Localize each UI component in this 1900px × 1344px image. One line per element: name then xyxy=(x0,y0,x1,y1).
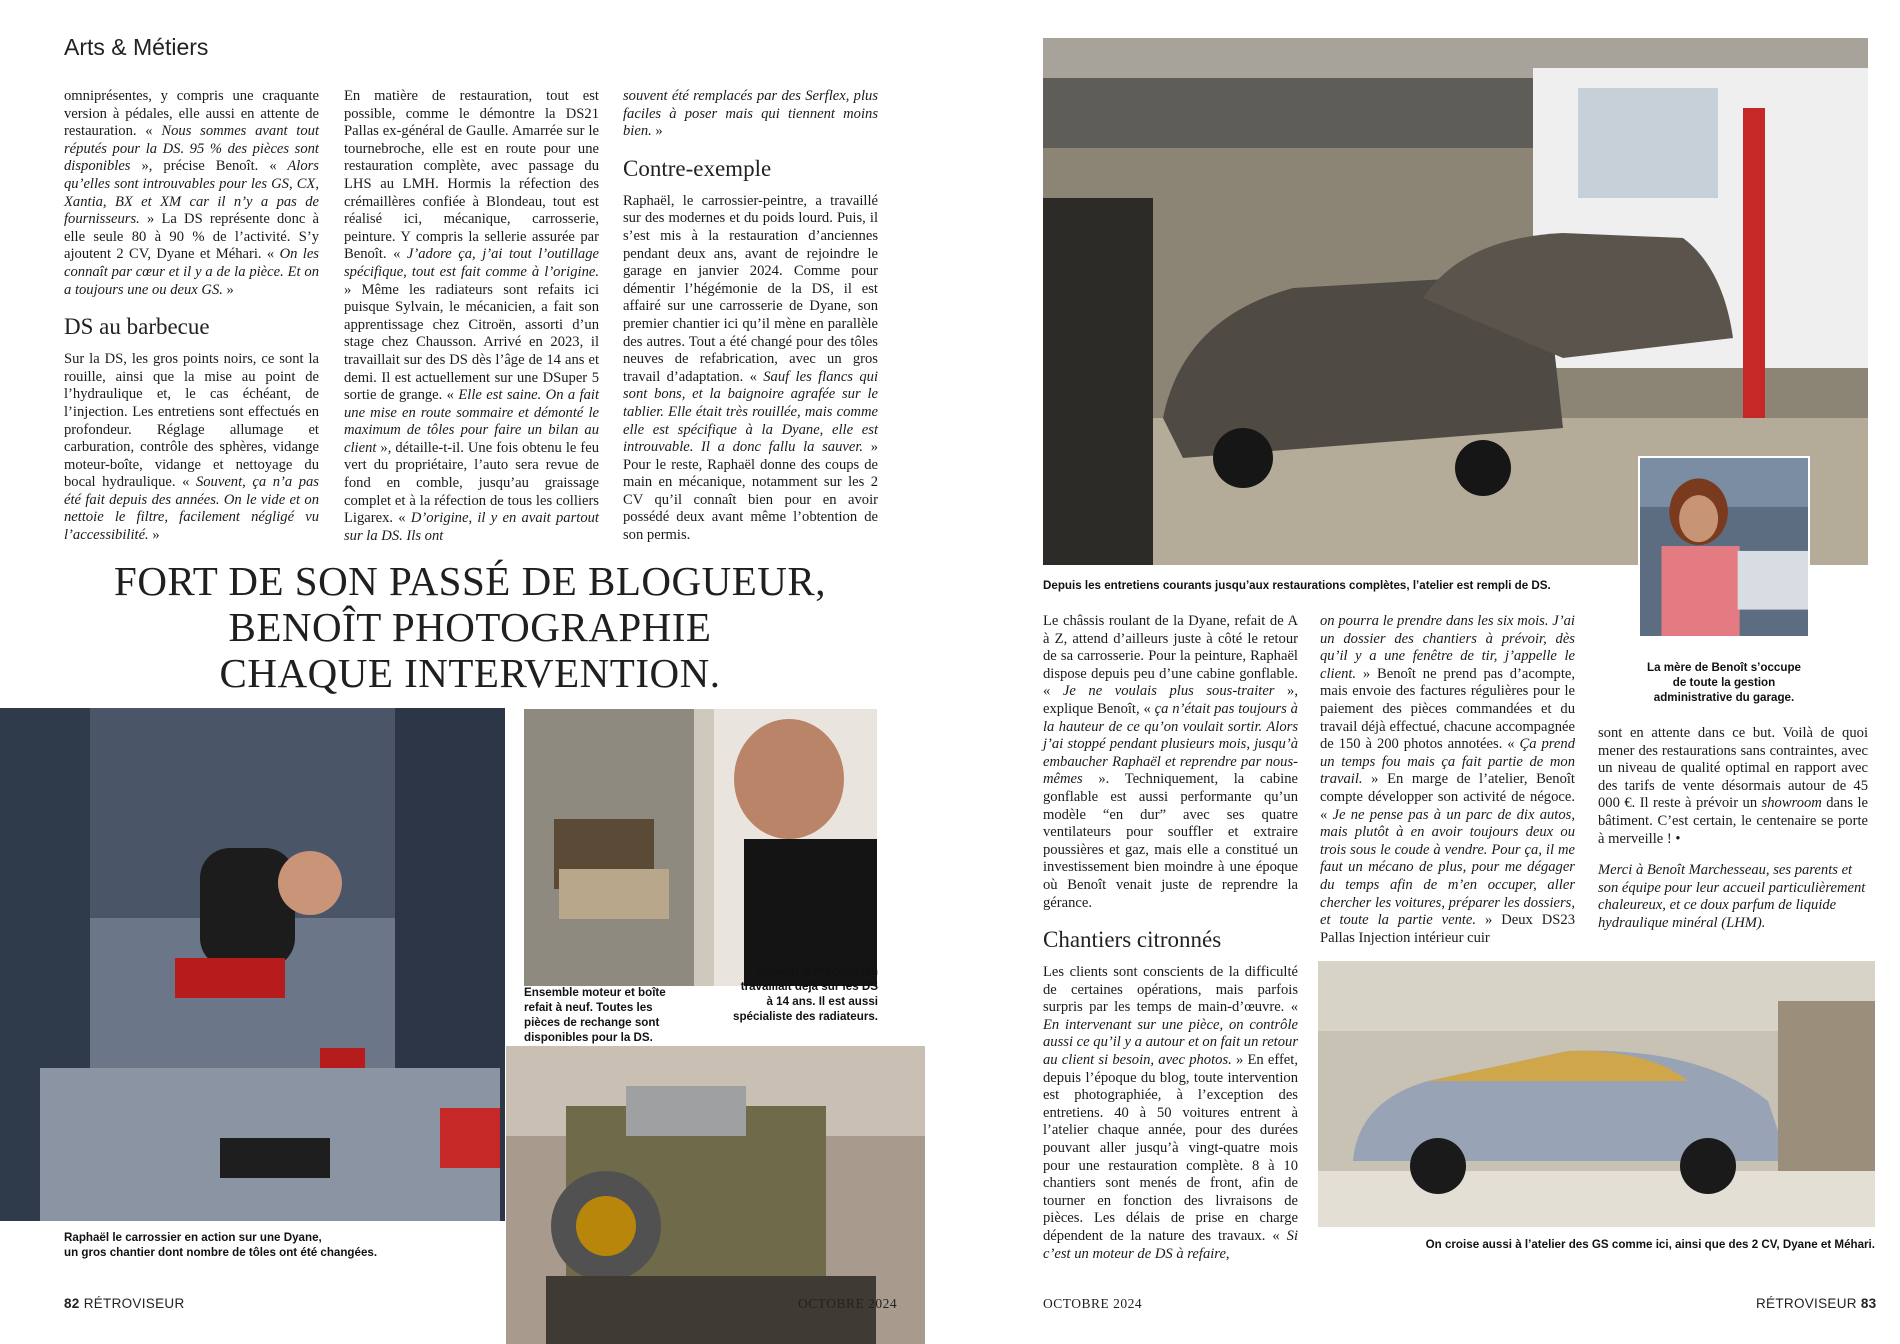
photo-gs xyxy=(1318,961,1875,1227)
folio-month-left: OCTOBRE 2024 xyxy=(798,1296,898,1311)
caption-line: de toute la gestion xyxy=(1672,676,1776,689)
caption-line: pièces de rechange sont xyxy=(524,1016,660,1029)
photo-sylvain-mecanicien xyxy=(524,709,877,986)
paragraph: Les clients sont conscients de la difficulté de certaines opérations, mais parfois surpris par les temps de main-d’œuvre. « En intervenant sur une pièce, on contrôle aussi ce qu’il y a autour et on fait un retour au client si besoin, avec photos. » En effet, depuis l’époque du blog, toute intervention est photographiée, à l’exception des entretiens. 40 à 50 voitures entrent à l’atelier chaque année, pour des durées pouvant aller jusqu’à vingt-quatre mois pour une restauration complète. 8 à 10 chantiers sont menés de front, afin de tourner en fonction des livraisons de pièces. Les délais de prise en charge dépendent de la nature des travaux. « Si c’est un moteur de DS à refaire, xyxy=(1043,964,1299,1262)
magazine-name: RÉTROVISEUR xyxy=(83,1296,185,1311)
left-column-1 xyxy=(64,88,319,545)
caption-carrossier xyxy=(64,1230,484,1260)
page-number: 83 xyxy=(1860,1296,1877,1311)
paragraph: souvent été remplacés par des Serflex, plus faciles à poser mais qui tiennent moins bien. » xyxy=(623,88,878,140)
magazine-name: RÉTROVISEUR xyxy=(1756,1296,1857,1311)
paragraph: sont en attente dans ce but. Voilà de quoi mener des restaurations sans contraintes, avec un niveau de qualité optimal en rapport avec des tarifs de vente désormais autour de 45 000 €. Il reste à prévoir un showroom dans le bâtiment. C’est certain, le centenaire se porte à merveille ! • xyxy=(1598,725,1868,847)
acknowledgement: Merci à Benoît Marchesseau, ses parents et son équipe pour leur accueil particulièrement chaleureux, et ce doux parfum de liquide hydraulique minéral (LHM). xyxy=(1598,862,1866,931)
right-page xyxy=(1030,0,1900,1344)
caption-line: La mère de Benoît s’occupe xyxy=(1647,661,1801,674)
paragraph: omniprésentes, y compris une craquante version à pédales, elle aussi en attente de restauration. « Nous sommes avant tout réputés pour la DS. 95 % des pièces sont disponibles », précise Benoît. « Alors qu’elles sont introuvables pour les GS, CX, Xantia, BX et XM car il n’y a pas de fournisseurs. » La DS représente donc à elle seule 80 à 90 % de l’activité. S’y ajoutent 2 CV, Dyane et Méhari. « On les connaît par cœur et il y a de la pièce. Et on a toujours une ou deux GS. » xyxy=(64,88,320,298)
subhead-ds-au-barbecue: DS au barbecue xyxy=(64,314,210,340)
caption-line: spécialiste des radiateurs. xyxy=(733,1010,878,1023)
photo-mere-benoit xyxy=(1638,456,1810,638)
caption-atelier: Depuis les entretiens courants jusqu’aux restaurations complètes, l’atelier est rempli de DS. xyxy=(1043,579,1551,592)
paragraph: En matière de restauration, tout est possible, comme le démontre la DS21 Pallas ex-général de Gaulle. Amarrée sur le tournebroche, elle est en route pour une restauration complète, avec passage du LHS au LMH. Hormis la réfection des crémaillères confiée à Blondeau, tout est réalisé ici, mécanique, carrosserie, peinture. Y compris la sellerie assurée par Benoît. « J’adore ça, j’ai tout l’outillage spécifique, tout est fait comme à l’origine. » Même les radiateurs sont refaits ici puisque Sylvain, le mécanicien, a fait son apprentissage chez Citroën, assorti d’un stage chez Chausson. Arrivé en 2023, il travaillait sur des DS dès l’âge de 14 ans et demi. Il est actuellement sur une DSuper 5 sortie de grange. « Elle est saine. On a fait une mise en route sommaire et démonté le maximum de tôles pour faire un bilan au client », détaille-t-il. Une fois obtenu le feu vert du propriétaire, l’auto sera revue de fond en comble, jusqu’au graissage complet et à la réfection de tous les colliers Ligarex. « D’origine, il y en avait partout sur la DS. Ils ont xyxy=(344,88,600,544)
folio-right xyxy=(1756,1296,1877,1311)
pull-quote-line: CHAQUE INTERVENTION. xyxy=(219,650,721,696)
subhead-chantiers-citronnes: Chantiers citronnés xyxy=(1043,927,1222,953)
paragraph: on pourra le prendre dans les six mois. J’ai un dossier des chantiers à prévoir, dès qu’il y a une fenêtre de tir, j’appelle le client. » Benoît ne prend pas d’acompte, mais envoie des factures régulières pour le paiement des pièces commandées et du travail déjà effectué, chacune accompagnée de 150 à 200 photos annotées. « Ça prend un temps fou mais ça fait partie de mon travail. » En marge de l’atelier, Benoît compte développer son activité de négoce. « Je ne pense pas à un parc de dix autos, mais plutôt à en avoir toujours deux ou trois sous le coude à vendre. Pour ça, il me faut un mécano de plus, pour me dégager du temps afin de m’en occuper, aller chercher les voitures, préparer les dossiers, et toute la partie vente. » Deux DS23 Pallas Injection intérieur cuir xyxy=(1320,613,1575,946)
caption-moteur xyxy=(524,985,704,1045)
paragraph: Sur la DS, les gros points noirs, ce sont la rouille, ainsi que la mise au point de l’hydraulique et, le cas échéant, de l’injection. Les entretiens sont effectués en profondeur. Réglage allumage et carburation, contrôle des sphères, vidange moteur-boîte, vidange et nettoyage du bocal hydraulique. « Souvent, ça n’a pas été fait depuis des années. On le vide et on nettoie le filtre, facilement négligé vu l’accessibilité. » xyxy=(64,351,319,544)
paragraph: Raphaël, le carrossier-peintre, a travaillé sur des modernes et du poids lourd. Puis, il s’est mis à la restauration d’anciennes pendant deux ans, avant de rejoindre le garage en janvier 2024. Comme pour démentir l’hégémonie de la DS, il est affairé sur une carrosserie de Dyane, son premier chantier ici qu’il mène en parallèle des autres. Tout a été changé pour des tôles neuves de refabrication, avec un gros travail d’adaptation. « Sauf les flancs qui sont bons, et la baignoire agrafée sur le tablier. Elle était très rouillée, mais comme elle est spécifique à la Dyane, elle est introuvable. Il a donc fallu la sauver. » Pour le reste, Raphaël donne des coups de main en mécanique, notamment sur les 2 CV qu’il connaît bien pour en avoir possédé deux avant même l’obtention de son permis. xyxy=(623,192,878,544)
caption-line: disponibles pour la DS. xyxy=(524,1031,653,1044)
left-column-3 xyxy=(623,88,878,545)
folio-month-right: OCTOBRE 2024 xyxy=(1043,1296,1143,1311)
right-column-1 xyxy=(1043,613,1298,1263)
pull-quote-line: FORT DE SON PASSÉ DE BLOGUEUR, xyxy=(114,558,826,604)
caption-line: Raphaël le carrossier en action sur une Dyane, xyxy=(64,1231,322,1244)
page-number: 82 xyxy=(64,1296,80,1311)
caption-gs: On croise aussi à l’atelier des GS comme ici, ainsi que des 2 CV, Dyane et Méhari. xyxy=(1425,1238,1875,1251)
caption-line: à 14 ans. Il est aussi xyxy=(766,995,878,1008)
paragraph: Le châssis roulant de la Dyane, refait de A à Z, attend d’ailleurs juste à côté le retour de sa carrosserie. Pour la peinture, Raphaël dispose depuis peu d’une cabine gonflable. « Je ne voulais plus sous-traiter », explique Benoît, « ça n’était pas toujours à la hauteur de ce qu’on voulait sortir. Alors j’ai stoppé pendant plusieurs mois, jusqu’à embaucher Raphaël et reprendre par nous-mêmes ». Techniquement, la cabine gonflable est aussi performante qu’un modèle “en dur” avec ses quatre ventilateurs pour souffler et extraire poussières et gaz, mais elle a constitué un investissement bien moindre à une époque où Benoît venait juste de reprendre la gérance. xyxy=(1043,613,1298,911)
caption-line: Sylvain le mécanicien xyxy=(758,965,878,978)
pull-quote xyxy=(100,558,840,696)
pull-quote-line: BENOÎT PHOTOGRAPHIE xyxy=(228,604,712,650)
folio-left xyxy=(64,1296,185,1311)
caption-sylvain xyxy=(705,964,878,1024)
caption-line: Ensemble moteur et boîte xyxy=(524,986,666,999)
subhead-contre-exemple: Contre-exemple xyxy=(623,155,772,181)
caption-line: travaillait déjà sur les DS xyxy=(740,980,878,993)
caption-mere xyxy=(1638,660,1810,705)
caption-line: refait à neuf. Toutes les xyxy=(524,1001,653,1014)
caption-line: administrative du garage. xyxy=(1653,691,1795,704)
photo-carrossier-dyane xyxy=(0,708,505,1221)
right-column-3 xyxy=(1598,725,1868,933)
section-title: Arts & Métiers xyxy=(64,34,209,60)
caption-line: un gros chantier dont nombre de tôles ont été changées. xyxy=(64,1246,378,1259)
right-column-2 xyxy=(1320,613,1575,947)
left-column-2 xyxy=(344,88,599,545)
